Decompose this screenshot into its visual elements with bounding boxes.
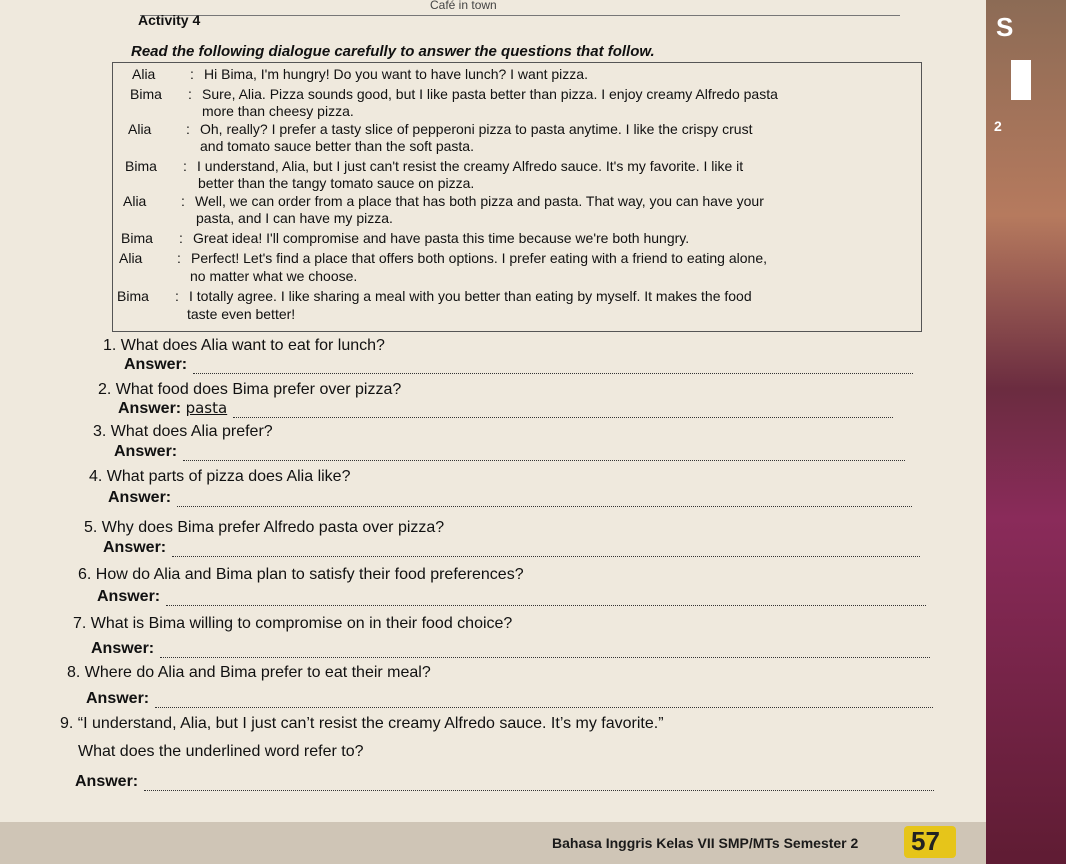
dialogue-line: more than cheesy pizza.: [202, 103, 354, 119]
answer-3[interactable]: Answer:: [114, 443, 905, 461]
dialogue-line: Bima : Sure, Alia. Pizza sounds good, but I like pasta better than pizza. I enjoy creamy Alfredo pasta: [130, 86, 778, 102]
question-9: 9. “I understand, Alia, but I just can’t resist the creamy Alfredo sauce. It’s my favorite.”: [60, 715, 664, 732]
instruction: Read the following dialogue carefully to answer the questions that follow.: [131, 43, 655, 60]
sidebar-mark: 2: [994, 118, 1002, 134]
answer-6[interactable]: Answer:: [97, 588, 926, 606]
dialogue-line: Bima : Great idea! I'll compromise and have pasta this time because we're both hungry.: [121, 230, 690, 246]
answer-7[interactable]: Answer:: [91, 640, 930, 658]
dialogue-line: better than the tangy tomato sauce on pizza.: [198, 175, 475, 191]
dialogue-line: Alia : Hi Bima, I'm hungry! Do you want to have lunch? I want pizza.: [132, 66, 588, 82]
dialogue-line: Alia : Well, we can order from a place that has both pizza and pasta. That way, you can have your: [123, 193, 764, 209]
answer-1[interactable]: Answer:: [124, 356, 913, 374]
question-4: 4. What parts of pizza does Alia like?: [89, 468, 351, 485]
dialogue-line: taste even better!: [187, 306, 296, 322]
dialogue-line: Bima : I totally agree. I like sharing a meal with you better than eating by myself. It makes the food: [117, 288, 752, 304]
footer-text: Bahasa Inggris Kelas VII SMP/MTs Semester 2: [552, 835, 859, 851]
question-2: 2. What food does Bima prefer over pizza?: [98, 381, 402, 398]
dialogue-line: Bima : I understand, Alia, but I just can't resist the creamy Alfredo sauce. It's my favorite. I like it: [125, 158, 744, 174]
answer-8[interactable]: Answer:: [86, 690, 933, 708]
activity-title: Activity 4: [138, 12, 201, 28]
question-1: 1. What does Alia want to eat for lunch?: [103, 337, 385, 354]
book-edge: [986, 0, 1066, 864]
question-7: 7. What is Bima willing to compromise on in their food choice?: [73, 615, 513, 632]
top-divider: [140, 15, 900, 16]
answer-9[interactable]: Answer:: [75, 773, 934, 791]
answer-4[interactable]: Answer:: [108, 489, 912, 507]
dialogue-line: Alia : Perfect! Let's find a place that offers both options. I prefer eating with a friend to eating alone,: [119, 250, 767, 266]
question-5: 5. Why does Bima prefer Alfredo pasta over pizza?: [84, 519, 445, 536]
question-9-prompt: What does the underlined word refer to?: [78, 743, 364, 760]
question-3: 3. What does Alia prefer?: [93, 423, 273, 440]
question-6: 6. How do Alia and Bima plan to satisfy their food preferences?: [78, 566, 524, 583]
dialogue-line: pasta, and I can have my pizza.: [196, 210, 393, 226]
page-number: 57: [911, 826, 940, 856]
sidebar-letter: S: [996, 12, 1014, 42]
answer-2[interactable]: Answer: pasta: [118, 399, 893, 418]
previous-page-stub: Café in town: [430, 0, 497, 12]
dialogue-line: and tomato sauce better than the soft pasta.: [200, 138, 474, 154]
handwritten-answer: pasta: [185, 399, 228, 417]
question-8: 8. Where do Alia and Bima prefer to eat their meal?: [67, 664, 431, 681]
dialogue-line: no matter what we choose.: [190, 268, 358, 284]
answer-5[interactable]: Answer:: [103, 539, 920, 557]
sidebar-bar: [1011, 60, 1031, 100]
dialogue-line: Alia : Oh, really? I prefer a tasty slice of pepperoni pizza to pasta anytime. I like the crispy crust: [128, 121, 753, 137]
